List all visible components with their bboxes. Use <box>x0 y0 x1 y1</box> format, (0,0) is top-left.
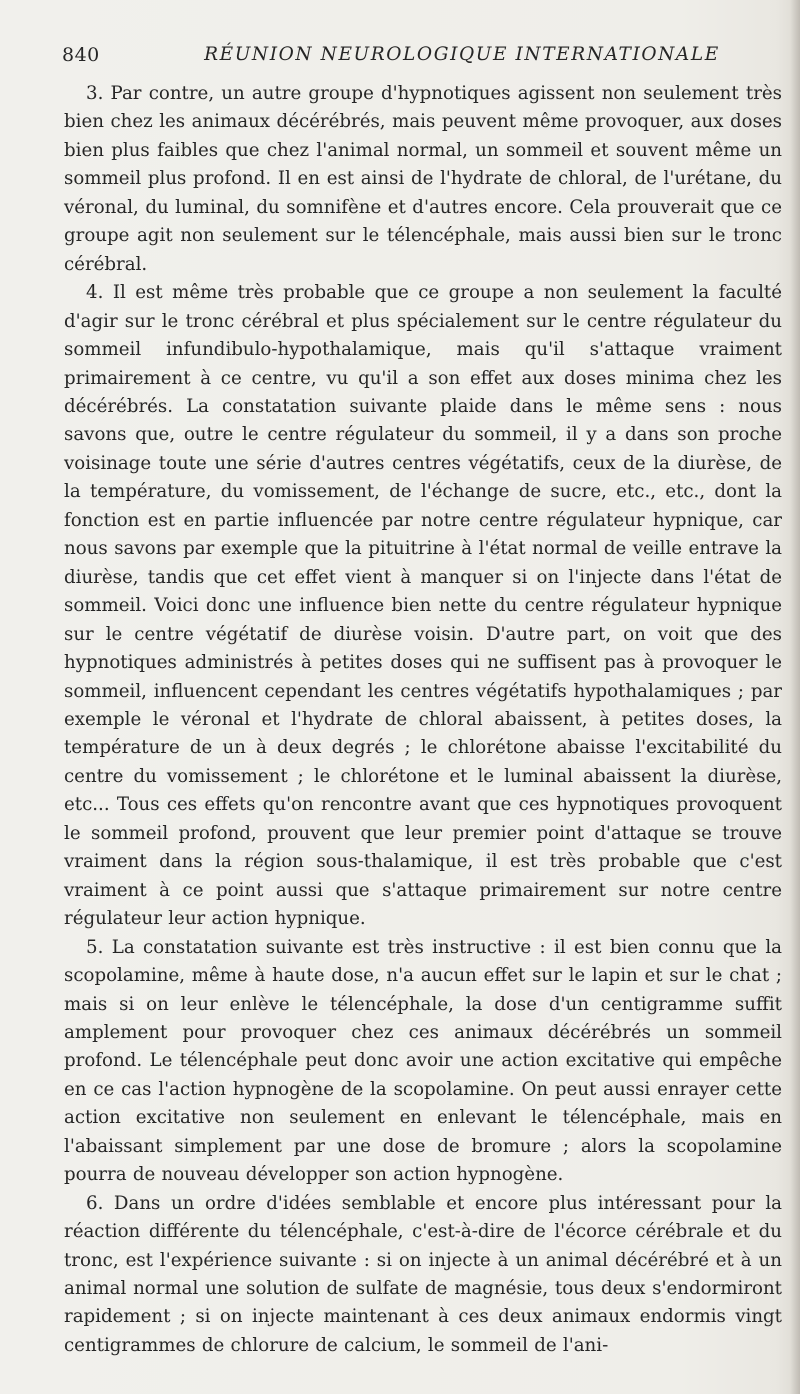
page-edge-shadow <box>790 0 800 1394</box>
paragraph-5: 5. La constatation suivante est très instructive : il est bien connu que la scopolamine, même à haute dose, n'a aucun effet sur le lapin et sur le chat ; mais si on leur enlève le télencéphale, la dose d'un centigramme suffit amplement pour provoquer chez ces animaux décérébrés un sommeil profond. Le télencéphale peut donc avoir une action excitative qui empêche en ce cas l'action hypnogène de la scopolamine. On peut aussi enrayer cette action excitative non seulement en enlevant le télencéphale, mais en l'abaissant simplement par une dose de bromure ; alors la scopolamine pourra de nouveau développer son action hypnogène. <box>64 936 782 1186</box>
page-number: 840 <box>62 44 100 66</box>
paragraph-3: 3. Par contre, un autre groupe d'hypnotiques agissent non seulement très bien chez les animaux décérébrés, mais peuvent même provoquer, aux doses bien plus faibles que chez l'animal normal, un sommeil et souvent même un sommeil plus profond. Il en est ainsi de l'hydrate de chloral, de l'urétane, du véronal, du luminal, du somnifène et d'autres encore. Cela prouverait que ce groupe agit non seulement sur le télencéphale, mais aussi bien sur le tronc cérébral. <box>64 83 782 275</box>
page-header <box>62 44 782 70</box>
body-text <box>64 80 782 1360</box>
paragraph-6: 6. Dans un ordre d'idées semblable et encore plus intéressant pour la réaction différente du télencéphale, c'est-à-dire de l'écorce cérébrale et du tronc, est l'expérience suivante : si on injecte à un animal décérébré et à un animal normal une solution de sulfate de magnésie, tous deux s'endormiront rapidement ; si on injecte maintenant à ces deux animaux endormis vingt centigrammes de chlorure de calcium, le sommeil de l'ani- <box>64 1192 782 1356</box>
paragraph-4: 4. Il est même très probable que ce groupe a non seulement la faculté d'agir sur le tronc cérébral et plus spécialement sur le centre régulateur du sommeil infundibulo-hypothalamique, mais qu'il s'attaque vraiment primairement à ce centre, vu qu'il a son effet aux doses minima chez les décérébrés. La constatation suivante plaide dans le même sens : nous savons que, outre le centre régulateur du sommeil, il y a dans son proche voisinage toute une série d'autres centres végétatifs, ceux de la diurèse, de la température, du vomissement, de l'échange de sucre, etc., etc., dont la fonction est en partie influencée par notre centre régulateur hypnique, car nous savons par exemple que la pituitrine à l'état normal de veille entrave la diurèse, tandis que cet effet vient à manquer si on l'injecte dans l'état de sommeil. Voici donc une influence bien nette du centre régulateur hypnique sur le centre végétatif de diurèse voisin. D'autre part, on voit que des hypnotiques administrés à petites doses qui ne suffisent pas à provoquer le sommeil, influencent cependant les centres végétatifs hypothalamiques ; par exemple le véronal et l'hydrate de chloral abaissent, à petites doses, la température de un à deux degrés ; le chlorétone abaisse l'excitabilité du centre du vomissement ; le chlorétone et le luminal abaissent la diurèse, etc... Tous ces effets qu'on rencontre avant que ces hypnotiques provoquent le sommeil profond, prouvent que leur premier point d'attaque se trouve vraiment dans la région sous-thalamique, il est très probable que c'est vraiment à ce point aussi que s'attaque primairement sur notre centre régulateur leur action hypnique. <box>64 282 782 930</box>
running-title: RÉUNION NEUROLOGIQUE INTERNATIONALE <box>204 44 720 65</box>
